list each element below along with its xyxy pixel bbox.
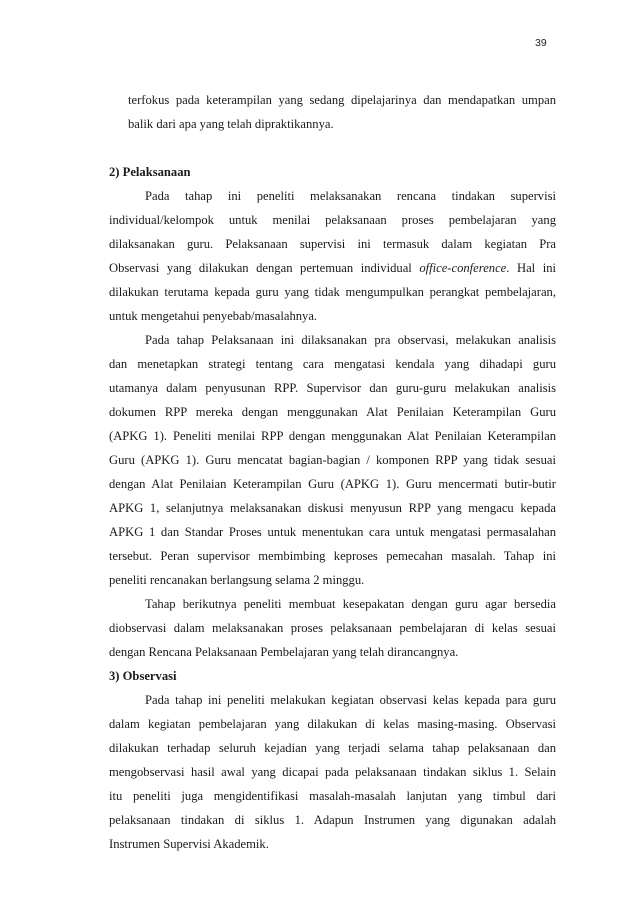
text-line: dilakukan terutama kepada guru yang tidak mengumpulkan perangkat pembelajaran, [109,285,556,299]
section-heading: 3) Observasi [109,669,177,683]
text-line: Guru (APKG 1). Guru mencatat bagian-bagian / komponen RPP yang tidak sesuai [109,453,556,467]
text-line: utamanya dalam penyusunan RPP. Supervisor dan guru-guru melakukan analisis [109,381,556,395]
text-line: dengan Alat Penilaian Keterampilan Guru (APKG 1). Guru mencermati butir-butir [109,477,556,491]
text-line: dan menetapkan strategi tentang cara mengatasi kendala yang dihadapi guru [109,357,556,371]
text-line: pelaksanaan tindakan di siklus 1. Adapun Instrumen yang digunakan adalah [109,813,556,827]
text-line: dokumen RPP mereka dengan menggunakan Alat Penilaian Keterampilan Guru [109,405,556,419]
page-number: 39 [535,37,547,49]
text-line: Pada tahap Pelaksanaan ini dilaksanakan pra observasi, melakukan analisis [145,333,556,347]
text-line [109,136,556,160]
text-line: terfokus pada keterampilan yang sedang dipelajarinya dan mendapatkan umpan [128,93,556,107]
document-body [109,88,556,856]
text-line: dengan Rencana Pelaksanaan Pembelajaran yang telah dirancangnya. [109,645,459,659]
text-line: Observasi yang dilakukan dengan pertemuan individual office-conference. Hal ini [109,261,556,275]
text-line: Pada tahap ini peneliti melakukan kegiatan observasi kelas kepada para guru [145,693,556,707]
section-heading: 2) Pelaksanaan [109,165,191,179]
text-line: dilakukan terhadap seluruh kejadian yang terjadi selama tahap pelaksanaan dan [109,741,556,755]
text-line: untuk mengetahui penyebab/masalahnya. [109,309,318,323]
text-line: (APKG 1). Peneliti menilai RPP dengan menggunakan Alat Penilaian Keterampilan [109,429,556,443]
text-line: peneliti rencanakan berlangsung selama 2 minggu. [109,573,365,587]
text-line: Instrumen Supervisi Akademik. [109,837,269,851]
text-line: dilaksanakan guru. Pelaksanaan supervisi ini termasuk dalam kegiatan Pra [109,237,556,251]
text-line: Pada tahap ini peneliti melaksanakan rencana tindakan supervisi [145,189,556,203]
text-line: APKG 1, selanjutnya melaksanakan diskusi menyusun RPP yang mengacu kepada [109,501,556,515]
text-line: Tahap berikutnya peneliti membuat kesepakatan dengan guru agar bersedia [145,597,556,611]
text-line: dalam kegiatan pembelajaran yang dilakukan di kelas masing-masing. Observasi [109,717,556,731]
text-line: itu peneliti juga mengidentifikasi masalah-masalah lanjutan yang timbul dari [109,789,556,803]
text-line: tersebut. Peran supervisor membimbing keproses pemecahan masalah. Tahap ini [109,549,556,563]
text-line: individual/kelompok untuk menilai pelaksanaan proses pembelajaran yang [109,213,556,227]
text-line: APKG 1 dan Standar Proses untuk menentukan cara untuk mengatasi permasalahan [109,525,556,539]
text-line: mengobservasi hasil awal yang dicapai pada pelaksanaan tindakan siklus 1. Selain [109,765,556,779]
text-line: diobservasi dalam melaksanakan proses pelaksanaan pembelajaran di kelas sesuai [109,621,556,635]
text-line: balik dari apa yang telah dipraktikannya. [128,117,334,131]
